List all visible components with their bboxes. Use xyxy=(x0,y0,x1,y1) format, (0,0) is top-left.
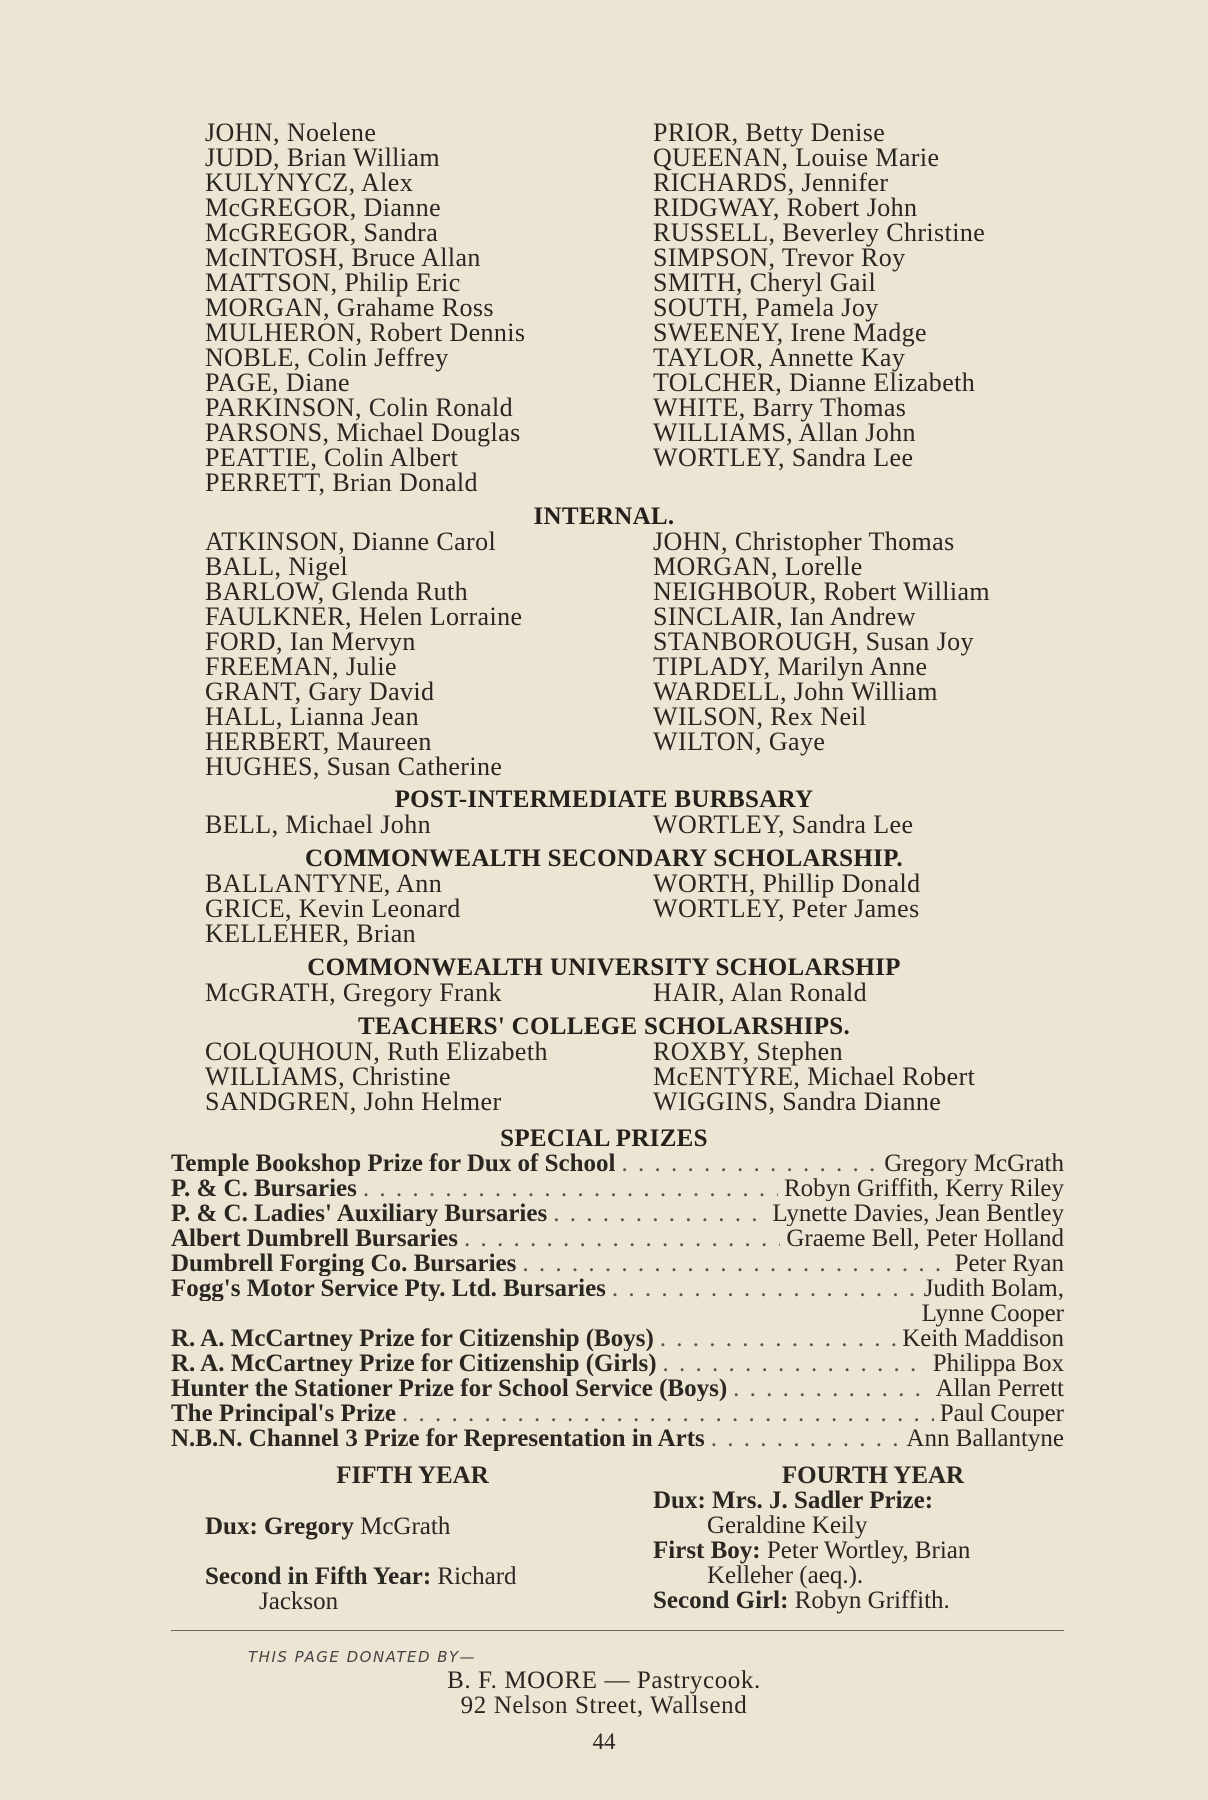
list-item: HERBERT, Maureen xyxy=(205,727,432,756)
prize-row xyxy=(171,1426,1064,1451)
section-heading-special-prizes: SPECIAL PRIZES xyxy=(500,1125,708,1152)
leader-dots xyxy=(621,1151,878,1176)
list-item: TAYLOR, Annette Kay xyxy=(653,343,906,372)
prize-row xyxy=(171,1401,1064,1426)
special-prizes-list xyxy=(171,1151,1064,1451)
leader-dots xyxy=(612,1276,918,1301)
list-item: BELL, Michael John xyxy=(205,810,431,839)
list-item: McGREGOR, Dianne xyxy=(205,193,442,222)
name-column-left xyxy=(205,120,645,495)
list-item: FAULKNER, Helen Lorraine xyxy=(205,602,523,631)
name-column-right xyxy=(653,120,1093,470)
leader-dots xyxy=(402,1401,934,1426)
fourth-year-dux-name: Geraldine Keily xyxy=(707,1512,868,1539)
second-girl-name: Robyn Griffith. xyxy=(794,1587,950,1614)
list-item: WILSON, Rex Neil xyxy=(653,702,867,731)
prize-name: The Principal's Prize xyxy=(171,1401,396,1426)
list-item: HUGHES, Susan Catherine xyxy=(205,752,503,781)
prize-winner: Graeme Bell, Peter Holland xyxy=(786,1226,1064,1251)
section-heading-post-intermediate: POST-INTERMEDIATE BURBSARY xyxy=(394,786,814,813)
list-item: WORTLEY, Sandra Lee xyxy=(653,810,914,839)
list-item: PERRETT, Brian Donald xyxy=(205,468,478,497)
section-heading-commonwealth-secondary: COMMONWEALTH SECONDARY SCHOLARSHIP. xyxy=(305,845,903,872)
prize-winner: Lynette Davies, Jean Bentley xyxy=(772,1201,1064,1226)
prize-name: Hunter the Stationer Prize for School Service (Boys) xyxy=(171,1376,728,1401)
second-name: Richard xyxy=(437,1563,517,1590)
list-item: ATKINSON, Dianne Carol xyxy=(205,527,497,556)
prize-name: Fogg's Motor Service Pty. Ltd. Bursaries xyxy=(171,1276,606,1301)
fourth-year-first-boy xyxy=(653,1538,970,1563)
list-item: MORGAN, Grahame Ross xyxy=(205,293,494,322)
list-item: RUSSELL, Beverley Christine xyxy=(653,218,986,247)
section-heading-internal: INTERNAL. xyxy=(533,503,675,530)
list-item: MULHERON, Robert Dennis xyxy=(205,318,526,347)
name-column-left xyxy=(205,871,645,946)
list-item: JOHN, Noelene xyxy=(205,118,377,147)
prize-row xyxy=(171,1351,1064,1376)
list-item: BALLANTYNE, Ann xyxy=(205,869,443,898)
name-column-left xyxy=(205,812,645,837)
list-item: WILTON, Gaye xyxy=(653,727,826,756)
prize-row xyxy=(171,1201,1064,1226)
prize-row xyxy=(171,1176,1064,1201)
prize-winner: Ann Ballantyne xyxy=(906,1426,1064,1451)
prize-name: R. A. McCartney Prize for Citizenship (Girls) xyxy=(171,1351,657,1376)
list-item: PARSONS, Michael Douglas xyxy=(205,418,521,447)
list-item: SINCLAIR, Ian Andrew xyxy=(653,602,916,631)
list-item: SIMPSON, Trevor Roy xyxy=(653,243,906,272)
list-item: McINTOSH, Bruce Allan xyxy=(205,243,481,272)
prize-winner: Paul Couper xyxy=(939,1401,1064,1426)
list-item: PRIOR, Betty Denise xyxy=(653,118,886,147)
leader-dots xyxy=(663,1351,927,1376)
list-item: MATTSON, Philip Eric xyxy=(205,268,461,297)
prize-row xyxy=(171,1326,1064,1351)
list-item: JOHN, Christopher Thomas xyxy=(653,527,955,556)
list-item: HALL, Lianna Jean xyxy=(205,702,420,731)
name-column-right xyxy=(653,812,1093,837)
list-item: QUEENAN, Louise Marie xyxy=(653,143,940,172)
list-item: WORTLEY, Peter James xyxy=(653,894,920,923)
list-item: WORTLEY, Sandra Lee xyxy=(653,443,914,472)
leader-dots xyxy=(464,1226,780,1251)
donated-label: THIS PAGE DONATED BY— xyxy=(248,1648,476,1666)
list-item: BARLOW, Glenda Ruth xyxy=(205,577,469,606)
first-boy-name-cont: Kelleher (aeq.). xyxy=(707,1562,864,1589)
divider xyxy=(171,1630,1064,1631)
prize-name: Temple Bookshop Prize for Dux of School xyxy=(171,1151,616,1176)
list-item: ROXBY, Stephen xyxy=(653,1037,844,1066)
prize-name: P. & C. Ladies' Auxiliary Bursaries xyxy=(171,1201,548,1226)
prize-row xyxy=(171,1151,1064,1176)
name-column-right xyxy=(653,980,1093,1005)
section-heading-teachers-college: TEACHERS' COLLEGE SCHOLARSHIPS. xyxy=(357,1013,851,1040)
prize-winner: Judith Bolam, xyxy=(923,1276,1064,1301)
list-item: GRANT, Gary David xyxy=(205,677,435,706)
list-item: WILLIAMS, Allan John xyxy=(653,418,916,447)
leader-dots xyxy=(522,1251,948,1276)
list-item: McGREGOR, Sandra xyxy=(205,218,439,247)
list-item: SMITH, Cheryl Gail xyxy=(653,268,877,297)
list-item: NEIGHBOUR, Robert William xyxy=(653,577,991,606)
dux-last-name: McGrath xyxy=(360,1513,451,1540)
second-name-cont: Jackson xyxy=(259,1588,339,1615)
list-item: RICHARDS, Jennifer xyxy=(653,168,889,197)
prize-name: R. A. McCartney Prize for Citizenship (Boys) xyxy=(171,1326,654,1351)
name-column-right xyxy=(653,529,1093,754)
prize-name: N.B.N. Channel 3 Prize for Representation in Arts xyxy=(171,1426,705,1451)
list-item: PAGE, Diane xyxy=(205,368,350,397)
fifth-year-second xyxy=(205,1564,517,1589)
list-item: FORD, Ian Mervyn xyxy=(205,627,416,656)
fifth-year-dux xyxy=(205,1514,450,1539)
list-item: WILLIAMS, Christine xyxy=(205,1062,451,1091)
name-column-left xyxy=(205,529,645,779)
list-item: FREEMAN, Julie xyxy=(205,652,397,681)
leader-dots xyxy=(553,1201,766,1226)
leader-dots xyxy=(363,1176,778,1201)
prize-winner: Peter Ryan xyxy=(954,1251,1064,1276)
section-heading-commonwealth-university: COMMONWEALTH UNIVERSITY SCHOLARSHIP xyxy=(307,954,901,981)
leader-dots xyxy=(660,1326,896,1351)
name-column-right xyxy=(653,871,1093,921)
prize-row xyxy=(171,1226,1064,1251)
fifth-year-heading: FIFTH YEAR xyxy=(336,1462,489,1489)
fourth-year-second-girl xyxy=(653,1588,950,1613)
list-item: McGRATH, Gregory Frank xyxy=(205,978,502,1007)
prize-winner: Gregory McGrath xyxy=(884,1151,1064,1176)
list-item: WHITE, Barry Thomas xyxy=(653,393,907,422)
list-item: NOBLE, Colin Jeffrey xyxy=(205,343,449,372)
first-boy-name: Peter Wortley, Brian xyxy=(766,1537,971,1564)
dux-first-name: Gregory xyxy=(264,1513,354,1540)
prize-winner: Robyn Griffith, Kerry Riley xyxy=(783,1176,1064,1201)
list-item: WIGGINS, Sandra Dianne xyxy=(653,1087,942,1116)
list-item: MORGAN, Lorelle xyxy=(653,552,863,581)
list-item: KULYNYCZ, Alex xyxy=(205,168,414,197)
list-item: PEATTIE, Colin Albert xyxy=(205,443,459,472)
list-item: SWEENEY, Irene Madge xyxy=(653,318,927,347)
list-item: SOUTH, Pamela Joy xyxy=(653,293,879,322)
list-item: TOLCHER, Dianne Elizabeth xyxy=(653,368,976,397)
prize-name: Dumbrell Forging Co. Bursaries xyxy=(171,1251,517,1276)
prize-row xyxy=(171,1376,1064,1401)
second-label: Second in Fifth Year: xyxy=(205,1563,432,1590)
prize-name: Albert Dumbrell Bursaries xyxy=(171,1226,459,1251)
list-item: WORTH, Phillip Donald xyxy=(653,869,921,898)
prize-name: P. & C. Bursaries xyxy=(171,1176,357,1201)
list-item: STANBOROUGH, Susan Joy xyxy=(653,627,974,656)
prize-winner-cont: Lynne Cooper xyxy=(921,1300,1064,1327)
list-item: KELLEHER, Brian xyxy=(205,919,417,948)
dux-label: Dux: xyxy=(205,1513,258,1540)
list-item: McENTYRE, Michael Robert xyxy=(653,1062,976,1091)
list-item: BALL, Nigel xyxy=(205,552,349,581)
name-column-right xyxy=(653,1039,1093,1114)
fourth-year-heading: FOURTH YEAR xyxy=(781,1462,965,1489)
list-item: JUDD, Brian William xyxy=(205,143,440,172)
list-item: GRICE, Kevin Leonard xyxy=(205,894,461,923)
prize-row xyxy=(171,1276,1064,1301)
list-item: PARKINSON, Colin Ronald xyxy=(205,393,514,422)
list-item: SANDGREN, John Helmer xyxy=(205,1087,502,1116)
page-number: 44 xyxy=(592,1729,616,1754)
prize-row xyxy=(171,1251,1064,1276)
name-column-left xyxy=(205,1039,645,1114)
fourth-year-dux-label: Dux: Mrs. J. Sadler Prize: xyxy=(653,1487,934,1514)
list-item: COLQUHOUN, Ruth Elizabeth xyxy=(205,1037,548,1066)
list-item: RIDGWAY, Robert John xyxy=(653,193,918,222)
prize-winner: Keith Maddison xyxy=(902,1326,1064,1351)
leader-dots xyxy=(711,1426,901,1451)
list-item: TIPLADY, Marilyn Anne xyxy=(653,652,928,681)
first-boy-label: First Boy: xyxy=(653,1537,761,1564)
list-item: HAIR, Alan Ronald xyxy=(653,978,868,1007)
leader-dots xyxy=(733,1376,929,1401)
prize-winner: Allan Perrett xyxy=(935,1376,1064,1401)
list-item: WARDELL, John William xyxy=(653,677,938,706)
second-girl-label: Second Girl: xyxy=(653,1587,789,1614)
prize-winner: Philippa Box xyxy=(932,1351,1064,1376)
donor-address: 92 Nelson Street, Wallsend xyxy=(460,1692,748,1719)
name-column-left xyxy=(205,980,645,1005)
donor-name: B. F. MOORE — Pastrycook. xyxy=(447,1667,761,1694)
